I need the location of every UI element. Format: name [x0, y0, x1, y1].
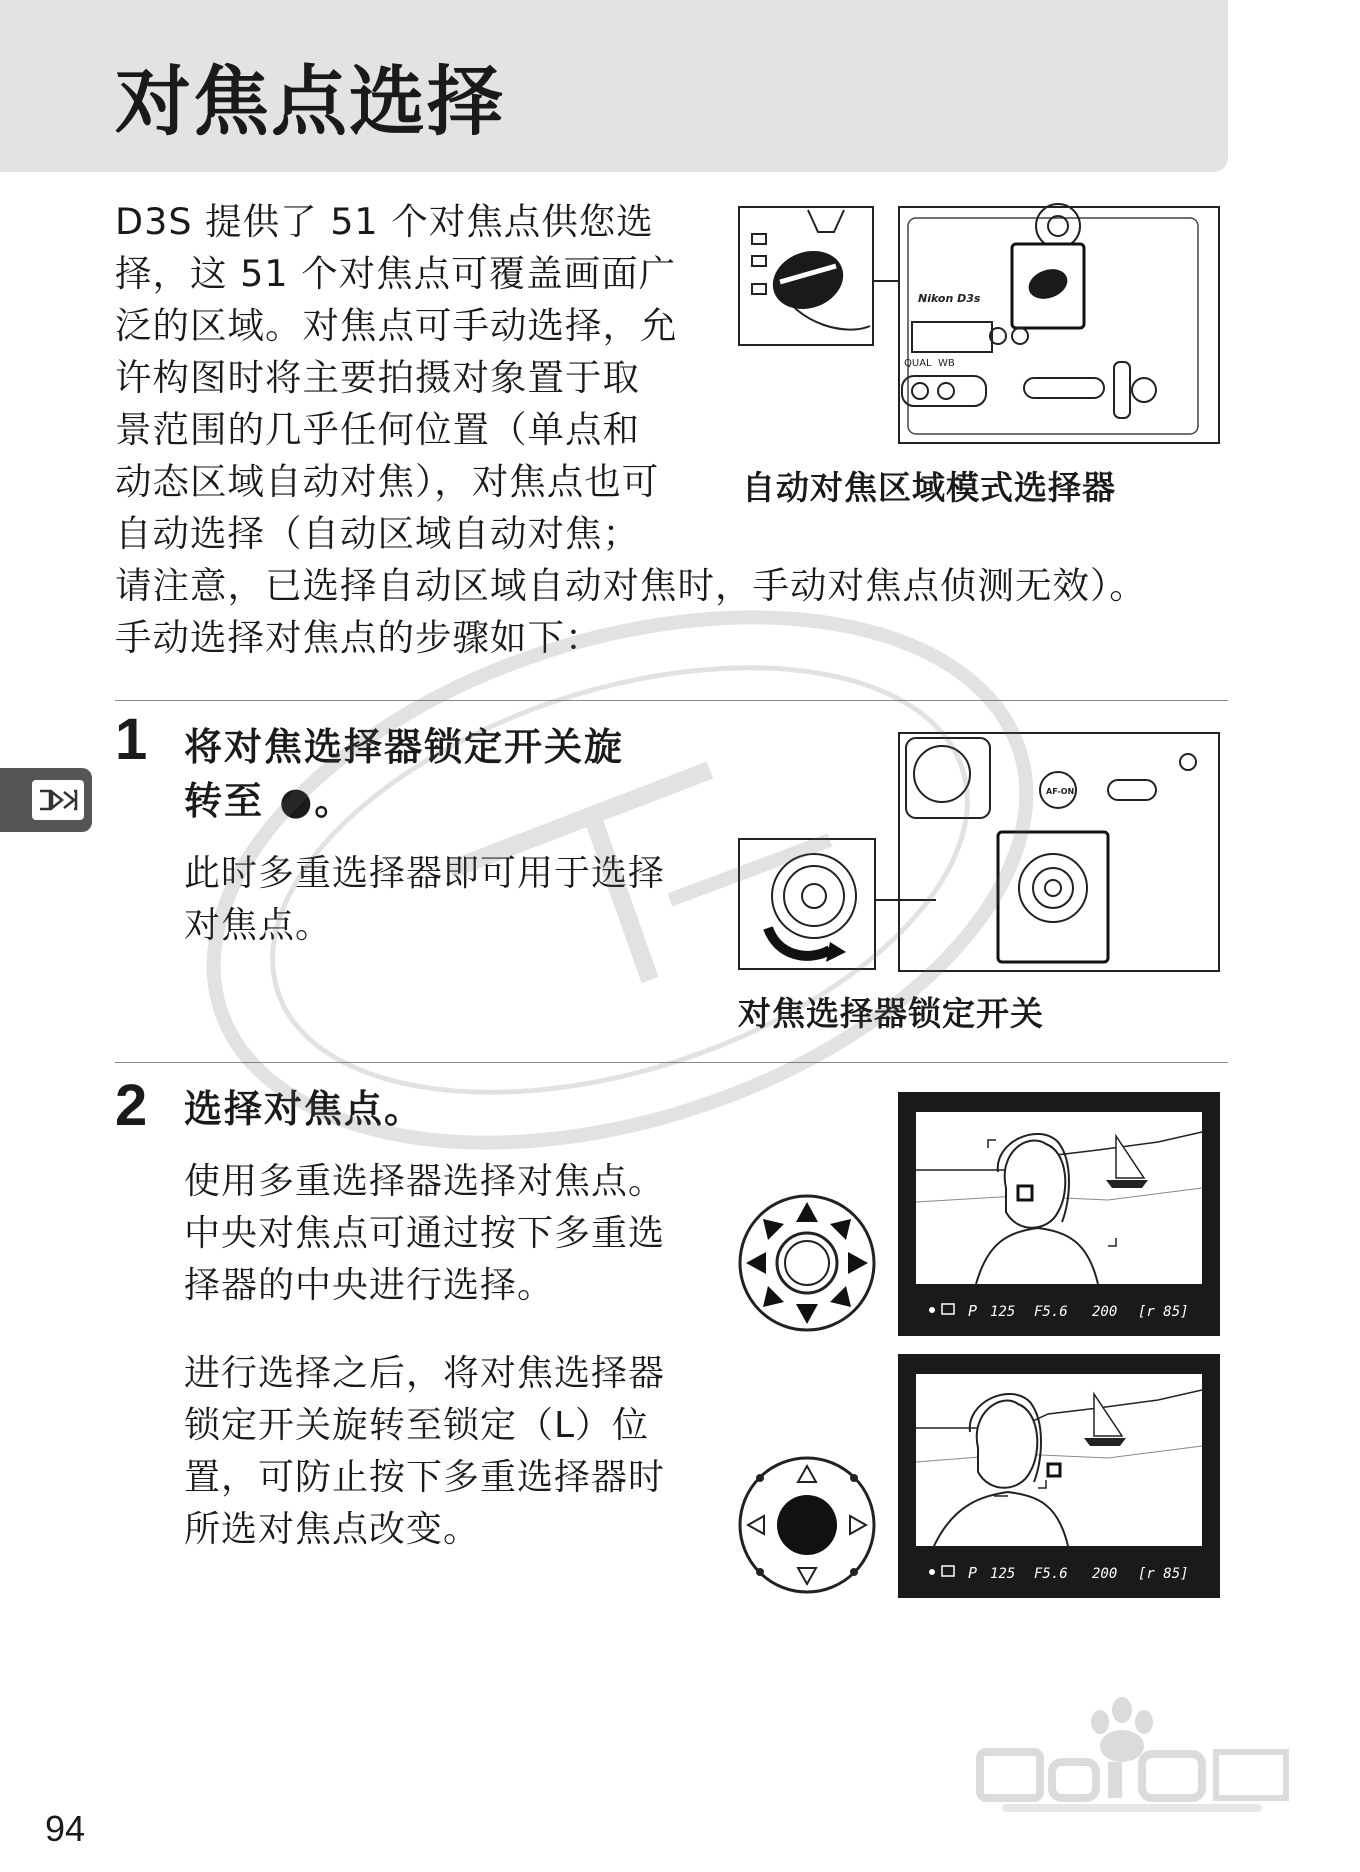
- vf-shutter: 125: [990, 1304, 1016, 1320]
- intro-line: 择，这 51 个对焦点可覆盖画面广: [115, 252, 677, 295]
- intro-line: 景范围的几乎任何位置（单点和: [115, 408, 640, 451]
- vf-iso: 200: [1092, 1566, 1118, 1582]
- vf-mode: P: [968, 1564, 978, 1582]
- intro-line: 手动选择对焦点的步骤如下：: [115, 616, 603, 659]
- step-paragraph: [184, 1156, 665, 1312]
- vf-frames: [r 85]: [1138, 1566, 1189, 1582]
- af-mode-selector-caption: 自动对焦区域模式选择器: [742, 468, 1116, 507]
- autofocus-icon: [32, 780, 84, 820]
- step-number: 1: [115, 707, 148, 772]
- vf-aperture: F5.6: [1034, 1304, 1068, 1320]
- step-body-line: 对焦点。: [184, 905, 333, 946]
- callout-line: [874, 256, 900, 296]
- download-stamp-watermark: [190, 620, 1050, 1140]
- intro-line: 动态区域自动对焦），对焦点也可: [115, 460, 660, 503]
- step-body-line: 中央对焦点可通过按下多重选: [184, 1213, 666, 1254]
- step-body-line: 进行选择之后，将对焦选择器: [184, 1353, 666, 1394]
- intro-line: 许构图时将主要拍摄对象置于取: [115, 356, 640, 399]
- intro-line: D3S 提供了 51 个对焦点供您选: [115, 200, 654, 243]
- step-body-line: 置，可防止按下多重选择器时: [184, 1457, 666, 1498]
- step-body-line: 所选对焦点改变。: [184, 1509, 481, 1550]
- chapter-side-tab: [0, 768, 92, 832]
- intro-line: 请注意，已选择自动区域自动对焦时，手动对焦点侦测无效）。: [115, 564, 1147, 607]
- step-title-line: 选择对焦点。: [184, 1087, 425, 1131]
- vf-shutter: 125: [990, 1566, 1016, 1582]
- vf-iso: 200: [1092, 1304, 1118, 1320]
- intro-line: 自动选择（自动区域自动对焦；: [115, 512, 640, 555]
- step-title-line: 将对焦选择器锁定开关旋: [184, 725, 625, 769]
- af-on-label: AF-ON: [1046, 787, 1075, 796]
- focus-selector-lock-caption: 对焦选择器锁定开关: [738, 994, 1044, 1033]
- intro-line: 泛的区域。对焦点可手动选择，允: [115, 304, 678, 347]
- step-body-line: 锁定开关旋转至锁定（L）位: [184, 1405, 650, 1446]
- step-body-line: 使用多重选择器选择对焦点。: [184, 1161, 666, 1202]
- vf-mode: P: [968, 1302, 978, 1320]
- step-title-line: 转至 ●。: [184, 779, 355, 823]
- step-body-line: 此时多重选择器即可用于选择: [184, 853, 666, 894]
- multi-selector-directions-icon: [738, 1194, 876, 1332]
- baidu-jingyan-logo: [972, 1690, 1292, 1820]
- viewfinder-display: [898, 1354, 1220, 1598]
- page-title: 对焦点选择: [115, 57, 505, 146]
- step-number: 2: [115, 1073, 148, 1138]
- page-number: 94: [45, 1808, 86, 1849]
- step-body-line: 择器的中央进行选择。: [184, 1265, 555, 1306]
- camera-back-top-illustration: [898, 206, 1220, 444]
- multi-selector-center-icon: [738, 1456, 876, 1594]
- qual-label: QUAL: [904, 358, 932, 369]
- wb-label: WB: [938, 358, 955, 369]
- camera-brand-label: Nikon D3s: [918, 292, 981, 305]
- step-paragraph: [184, 1348, 665, 1556]
- vf-frames: [r 85]: [1138, 1304, 1189, 1320]
- af-mode-selector-closeup: [738, 206, 874, 346]
- vf-aperture: F5.6: [1034, 1566, 1068, 1582]
